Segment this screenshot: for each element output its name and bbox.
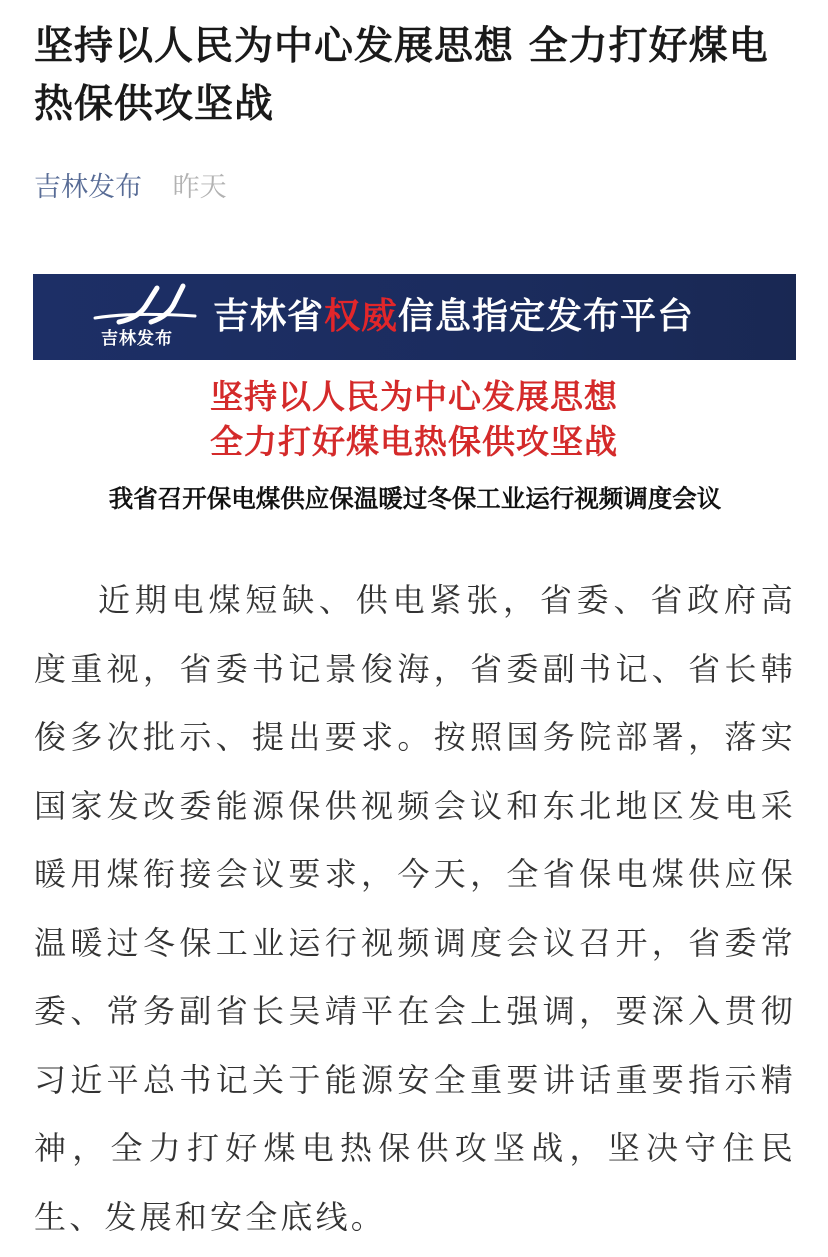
account-name-link[interactable]: 吉林发布 <box>34 172 142 203</box>
jilin-fabu-logo <box>91 282 201 354</box>
jl-logo-icon <box>91 282 201 326</box>
subheadline: 我省召开保电煤供应保温暖过冬保工业运行视频调度会议 <box>108 484 722 513</box>
banner-slogan <box>213 292 694 342</box>
slogan-highlight: 权威 <box>324 296 399 337</box>
red-headline-line1: 坚持以人民为中心发展思想 <box>210 377 618 416</box>
slogan-prefix: 吉林省 <box>213 296 325 337</box>
slogan-suffix: 信息指定发布平台 <box>398 296 695 337</box>
logo-text: 吉林发布 <box>101 329 173 349</box>
body-paragraph: 近期电煤短缺、供电紧张，省委、省政府高度重视，省委书记景俊海，省委副书记、省长韩俊多次批示、提出要求。按照国务院部署，落实国家发改委能源保供视频会议和东北地区发电采暖用煤衔接会议要求，今天，全省保电煤供应保温暖过冬保工业运行视频调度会议召开，省委常委、常务副省长吴靖平在会上强调，要深入贯彻习近平总书记关于能源安全重要讲话重要指示精神，全力打好煤电热保供攻坚战，坚决守住民生、发展和安全底线。 <box>34 581 796 1236</box>
publish-date: 昨天 <box>172 172 227 203</box>
red-headline-line2: 全力打好煤电热保供攻坚战 <box>210 422 618 461</box>
article-title: 坚持以人民为中心发展思想 全力打好煤电热保供攻坚战 <box>34 24 769 127</box>
banner-image <box>33 274 796 360</box>
article-meta <box>34 168 227 208</box>
